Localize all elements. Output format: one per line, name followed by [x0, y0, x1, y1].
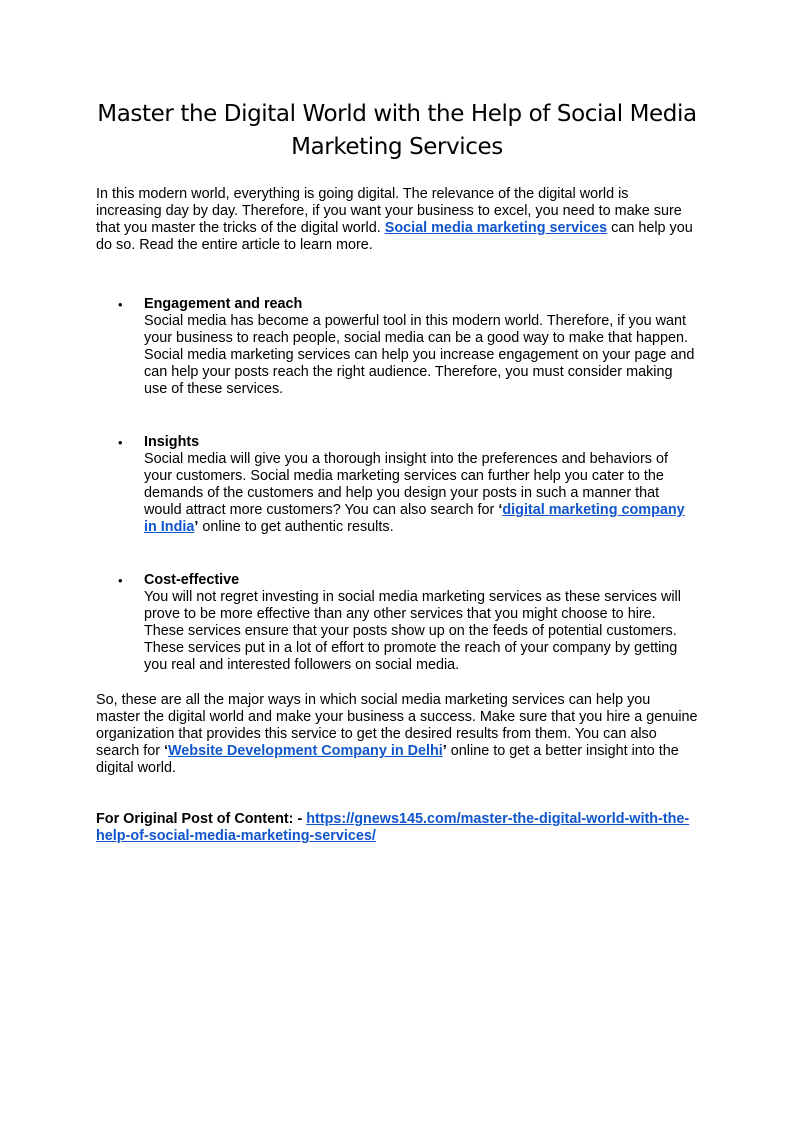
website-development-link[interactable]: Website Development Company in Delhi: [167, 743, 443, 759]
item-body: Social media has become a powerful tool in this modern world. Therefore, if you want your business to reach people, social media can be a good way to make that happen. Social media marketing services can help you increase engagement on your page and can help your posts reach the right audience. Therefore, you must consider making use of these services.: [144, 313, 695, 397]
list-item: [96, 296, 698, 398]
item-heading: Insights: [144, 434, 200, 450]
source-label: For Original Post of Content: -: [96, 811, 307, 827]
item-body: [144, 451, 698, 536]
digital-marketing-company-link[interactable]: digital marketing company in India: [144, 502, 685, 535]
original-post-link[interactable]: https://gnews145.com/master-the-digital-world-with-the-help-of-social-media-marketing-services/: [96, 811, 690, 844]
intro-paragraph: [96, 186, 698, 254]
summary-text-2: online to get a better insight into the digital world.: [96, 743, 679, 776]
summary-text-1: So, these are all the major ways in which social media marketing services can help you master the digital world and make your business a success. Make sure that you hire a genuine organization that provides this service to get the desired results from them. You can also search for: [96, 692, 698, 759]
page-title: Master the Digital World with the Help of Social Media Marketing Services: [97, 101, 697, 160]
quote-open: ‘: [498, 502, 503, 518]
intro-text-1: In this modern world, everything is going digital. The relevance of the digital world is increasing day by day. Therefore, if you want your business to excel, you need to make sure that you master the tricks of the digital world.: [96, 186, 682, 236]
quote-open: ‘: [163, 743, 168, 759]
item-body-text-2: online to get authentic results.: [198, 519, 394, 535]
intro-text-2: can help you do so. Read the entire article to learn more.: [96, 220, 693, 253]
document-page: [96, 98, 698, 845]
bullet-icon: •: [118, 297, 123, 312]
bullet-icon: •: [118, 573, 123, 588]
item-body: You will not regret investing in social media marketing services as these services will prove to be more effective than any other services that you might choose to hire. These services ensure that your posts show up on the feeds of potential customers. These services put in a lot of effort to promote the reach of your company by getting you real and interested followers on social media.: [144, 589, 681, 673]
source-line: [96, 811, 698, 845]
list-item: [96, 572, 698, 674]
summary-paragraph: [96, 692, 698, 777]
item-heading: Cost-effective: [144, 572, 240, 588]
item-heading: Engagement and reach: [144, 296, 303, 312]
benefits-list: [96, 296, 698, 674]
item-body-text: Social media will give you a thorough insight into the preferences and behaviors of your customers. Social media marketing services can further help you cater to the demands of the customers and help you design your posts in such a manner that would attract more customers? You can also search for: [144, 451, 668, 518]
list-item: [96, 434, 698, 536]
bullet-icon: •: [118, 435, 123, 450]
quote-close: ’: [194, 519, 199, 535]
social-media-marketing-link[interactable]: Social media marketing services: [384, 220, 608, 236]
quote-close: ’: [442, 743, 447, 759]
